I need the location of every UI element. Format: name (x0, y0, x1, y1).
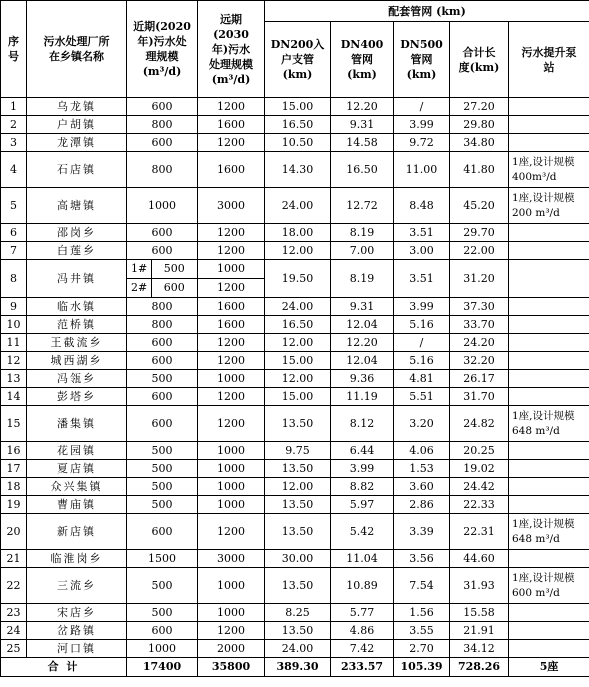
cell-pump (509, 460, 589, 478)
cell-near: 500 (127, 442, 198, 460)
cell-pump: 1座,设计规模 200 m³/d (509, 188, 589, 224)
cell-seq: 1 (1, 98, 27, 116)
cell-seq: 14 (1, 388, 27, 406)
near-split-label: 1# (127, 260, 151, 279)
cell-pump: 1座,设计规模 600 m³/d (509, 568, 589, 604)
table-row (1, 442, 589, 460)
cell-dn400: 12.20 (331, 98, 394, 116)
near-split-table (127, 260, 197, 297)
cell-dn500: 5.51 (394, 388, 450, 406)
cell-town: 新店镇 (27, 514, 127, 550)
cell-seq: 18 (1, 478, 27, 496)
table-row (1, 622, 589, 640)
cell-town: 河口镇 (27, 640, 127, 658)
cell-pump (509, 352, 589, 370)
cell-near: 600 (127, 334, 198, 352)
table-row (1, 316, 589, 334)
cell-near: 800 (127, 316, 198, 334)
col-header-far-capacity: 远期 (2030 年)污水 处理规模 (m³/d) (198, 1, 265, 98)
cell-dn200: 15.00 (265, 98, 331, 116)
cell-town: 冯井镇 (27, 260, 127, 298)
cell-dn500: 3.56 (394, 550, 450, 568)
cell-far: 1000 (198, 604, 265, 622)
cell-seq: 9 (1, 298, 27, 316)
cell-dn500: 9.72 (394, 134, 450, 152)
cell-pump (509, 496, 589, 514)
cell-dn500: 2.70 (394, 640, 450, 658)
cell-pump (509, 98, 589, 116)
cell-town: 彭塔乡 (27, 388, 127, 406)
cell-dn200: 15.00 (265, 388, 331, 406)
cell-dn200: 24.00 (265, 640, 331, 658)
cell-dn200: 13.50 (265, 460, 331, 478)
table-row (1, 478, 589, 496)
col-header-dn500: DN500 管网 (km) (394, 22, 450, 98)
cell-town: 曹庙镇 (27, 496, 127, 514)
cell-dn200: 13.50 (265, 406, 331, 442)
cell-town: 王截流乡 (27, 334, 127, 352)
cell-near: 600 (127, 388, 198, 406)
cell-near: 1000 (127, 640, 198, 658)
totals-dn500: 105.39 (394, 658, 450, 677)
cell-seq: 22 (1, 568, 27, 604)
cell-dn500: 7.54 (394, 568, 450, 604)
cell-far: 1000 (198, 442, 265, 460)
table-row (1, 98, 589, 116)
cell-town: 岔路镇 (27, 622, 127, 640)
cell-dn200: 30.00 (265, 550, 331, 568)
cell-pump (509, 298, 589, 316)
cell-dn400: 5.97 (331, 496, 394, 514)
cell-total-length: 33.70 (450, 316, 509, 334)
cell-seq: 5 (1, 188, 27, 224)
cell-near: 600 (127, 352, 198, 370)
cell-total-length: 27.20 (450, 98, 509, 116)
cell-total-length: 34.80 (450, 134, 509, 152)
cell-far: 1200 (198, 334, 265, 352)
totals-pump: 5座 (509, 658, 589, 677)
cell-far: 1600 (198, 316, 265, 334)
table-row (1, 116, 589, 134)
col-header-total-length: 合计长 度(km) (450, 22, 509, 98)
cell-near: 1500 (127, 550, 198, 568)
cell-far: 1200 (198, 224, 265, 242)
far-split-table (198, 260, 264, 297)
cell-dn400: 5.77 (331, 604, 394, 622)
cell-dn500: 5.16 (394, 352, 450, 370)
cell-total-length: 29.80 (450, 116, 509, 134)
cell-seq: 8 (1, 260, 27, 298)
table-body (1, 98, 589, 658)
cell-dn400: 12.20 (331, 334, 394, 352)
cell-near: 600 (127, 622, 198, 640)
cell-dn400: 7.00 (331, 242, 394, 260)
table-row (1, 496, 589, 514)
cell-dn200: 13.50 (265, 514, 331, 550)
cell-dn500: 3.51 (394, 224, 450, 242)
cell-pump (509, 134, 589, 152)
cell-near: 1000 (127, 188, 198, 224)
cell-town: 邵岗乡 (27, 224, 127, 242)
cell-far: 1200 (198, 622, 265, 640)
cell-dn500: 1.56 (394, 604, 450, 622)
totals-label: 合 计 (1, 658, 127, 677)
cell-town: 城西湖乡 (27, 352, 127, 370)
cell-total-length: 34.12 (450, 640, 509, 658)
cell-dn200: 24.00 (265, 298, 331, 316)
cell-far: 1200 (198, 388, 265, 406)
cell-dn200: 8.25 (265, 604, 331, 622)
cell-total-length: 21.91 (450, 622, 509, 640)
cell-total-length: 29.70 (450, 224, 509, 242)
cell-pump (509, 640, 589, 658)
cell-seq: 21 (1, 550, 27, 568)
totals-dn400: 233.57 (331, 658, 394, 677)
cell-dn400: 16.50 (331, 152, 394, 188)
table-row (1, 334, 589, 352)
cell-town: 户胡镇 (27, 116, 127, 134)
totals-dn200: 389.30 (265, 658, 331, 677)
cell-far: 1200 (198, 514, 265, 550)
cell-dn500: 3.55 (394, 622, 450, 640)
cell-seq: 24 (1, 622, 27, 640)
cell-pump: 1座,设计规模 648 m³/d (509, 406, 589, 442)
cell-dn200: 14.30 (265, 152, 331, 188)
cell-total-length: 24.20 (450, 334, 509, 352)
cell-seq: 23 (1, 604, 27, 622)
cell-near: 600 (127, 406, 198, 442)
cell-near: 500 (127, 568, 198, 604)
cell-seq: 6 (1, 224, 27, 242)
cell-far: 3000 (198, 550, 265, 568)
table-row (1, 370, 589, 388)
cell-far: 1200 (198, 242, 265, 260)
cell-near: 600 (127, 514, 198, 550)
cell-town: 白莲乡 (27, 242, 127, 260)
cell-seq: 19 (1, 496, 27, 514)
cell-pump (509, 334, 589, 352)
cell-pump (509, 370, 589, 388)
cell-seq: 7 (1, 242, 27, 260)
cell-town: 夏店镇 (27, 460, 127, 478)
table-row (1, 152, 589, 188)
cell-pump (509, 622, 589, 640)
cell-total-length: 24.82 (450, 406, 509, 442)
cell-dn500: 3.99 (394, 298, 450, 316)
table-row (1, 352, 589, 370)
near-split-value: 500 (163, 262, 185, 275)
cell-pump (509, 316, 589, 334)
cell-dn400: 12.04 (331, 316, 394, 334)
cell-dn200: 13.50 (265, 496, 331, 514)
cell-dn500: / (394, 98, 450, 116)
col-header-dn400: DN400 管网 (km) (331, 22, 394, 98)
totals-near: 17400 (127, 658, 198, 677)
col-header-pump-station: 污水提升泵 站 (509, 22, 589, 98)
cell-seq: 4 (1, 152, 27, 188)
cell-dn400: 4.86 (331, 622, 394, 640)
cell-total-length: 45.20 (450, 188, 509, 224)
cell-near: 500 (127, 496, 198, 514)
cell-total-length: 31.93 (450, 568, 509, 604)
cell-town: 冯瓴乡 (27, 370, 127, 388)
table-row (1, 640, 589, 658)
cell-dn500: 11.00 (394, 152, 450, 188)
table-row (1, 260, 589, 298)
cell-total-length: 19.02 (450, 460, 509, 478)
cell-seq: 20 (1, 514, 27, 550)
cell-far: 1200 (198, 406, 265, 442)
cell-pump (509, 224, 589, 242)
cell-dn400: 6.44 (331, 442, 394, 460)
table-row (1, 388, 589, 406)
cell-dn200: 18.00 (265, 224, 331, 242)
cell-near: 600 (127, 98, 198, 116)
table-row (1, 242, 589, 260)
table-row (1, 134, 589, 152)
cell-dn400: 12.04 (331, 352, 394, 370)
cell-town: 潘集镇 (27, 406, 127, 442)
far-split-value: 1200 (198, 279, 264, 298)
cell-dn200: 16.50 (265, 116, 331, 134)
cell-dn500: 3.00 (394, 242, 450, 260)
cell-near: 500 (127, 604, 198, 622)
cell-far: 1000 (198, 370, 265, 388)
cell-far: 1000 (198, 568, 265, 604)
table-row (1, 224, 589, 242)
cell-far-split (198, 260, 265, 298)
cell-dn200: 10.50 (265, 134, 331, 152)
cell-dn400: 14.58 (331, 134, 394, 152)
cell-dn400: 8.12 (331, 406, 394, 442)
col-header-dn200: DN200入 户支管 (km) (265, 22, 331, 98)
cell-seq: 16 (1, 442, 27, 460)
table-row (1, 406, 589, 442)
cell-town: 三流乡 (27, 568, 127, 604)
cell-dn400: 9.31 (331, 298, 394, 316)
header-row (1, 1, 589, 22)
cell-dn500: 4.06 (394, 442, 450, 460)
cell-town: 临水镇 (27, 298, 127, 316)
cell-dn200: 16.50 (265, 316, 331, 334)
cell-dn200: 12.00 (265, 478, 331, 496)
cell-far: 1200 (198, 98, 265, 116)
cell-total-length: 32.20 (450, 352, 509, 370)
cell-dn400: 8.82 (331, 478, 394, 496)
cell-far: 1600 (198, 116, 265, 134)
cell-pump: 1座,设计规模 648 m³/d (509, 514, 589, 550)
cell-dn400: 10.89 (331, 568, 394, 604)
cell-dn500: 4.81 (394, 370, 450, 388)
cell-far: 1600 (198, 152, 265, 188)
cell-total-length: 44.60 (450, 550, 509, 568)
cell-dn400: 11.19 (331, 388, 394, 406)
cell-dn200: 15.00 (265, 352, 331, 370)
cell-dn500: 5.16 (394, 316, 450, 334)
cell-town: 众兴集镇 (27, 478, 127, 496)
cell-dn400: 9.31 (331, 116, 394, 134)
cell-near: 500 (127, 478, 198, 496)
cell-total-length: 31.70 (450, 388, 509, 406)
cell-seq: 10 (1, 316, 27, 334)
cell-near: 500 (127, 460, 198, 478)
cell-pump (509, 442, 589, 460)
cell-seq: 25 (1, 640, 27, 658)
cell-total-length: 31.20 (450, 260, 509, 298)
cell-dn200: 24.00 (265, 188, 331, 224)
cell-pump (509, 260, 589, 298)
cell-pump (509, 550, 589, 568)
cell-seq: 13 (1, 370, 27, 388)
cell-pump: 1座,设计规模 400m³/d (509, 152, 589, 188)
cell-far: 1200 (198, 134, 265, 152)
cell-near: 800 (127, 116, 198, 134)
cell-dn400: 5.42 (331, 514, 394, 550)
cell-town: 花园镇 (27, 442, 127, 460)
cell-dn500: 1.53 (394, 460, 450, 478)
cell-town: 高塘镇 (27, 188, 127, 224)
cell-dn400: 3.99 (331, 460, 394, 478)
table-row (1, 514, 589, 550)
cell-seq: 11 (1, 334, 27, 352)
cell-dn400: 8.19 (331, 260, 394, 298)
cell-near: 800 (127, 298, 198, 316)
cell-town: 宋店乡 (27, 604, 127, 622)
cell-far: 3000 (198, 188, 265, 224)
cell-far: 1600 (198, 298, 265, 316)
table-row (1, 460, 589, 478)
cell-total-length: 24.42 (450, 478, 509, 496)
near-split-label: 2# (127, 279, 151, 298)
col-header-seq: 序 号 (1, 1, 27, 98)
cell-dn500: 3.51 (394, 260, 450, 298)
cell-dn500: 3.60 (394, 478, 450, 496)
cell-dn200: 12.00 (265, 370, 331, 388)
table-row (1, 568, 589, 604)
cell-pump (509, 116, 589, 134)
cell-town: 乌龙镇 (27, 98, 127, 116)
table-row (1, 604, 589, 622)
totals-length: 728.26 (450, 658, 509, 677)
cell-far: 2000 (198, 640, 265, 658)
cell-near: 800 (127, 152, 198, 188)
cell-dn400: 7.42 (331, 640, 394, 658)
cell-far: 1200 (198, 352, 265, 370)
cell-dn400: 12.72 (331, 188, 394, 224)
far-split-value: 1000 (217, 262, 245, 275)
cell-seq: 3 (1, 134, 27, 152)
cell-dn500: / (394, 334, 450, 352)
totals-row (1, 658, 589, 677)
cell-total-length: 15.58 (450, 604, 509, 622)
cell-total-length: 41.80 (450, 152, 509, 188)
cell-far: 1000 (198, 460, 265, 478)
cell-pump (509, 242, 589, 260)
near-split-value: 600 (151, 279, 197, 298)
col-header-network-group: 配套管网 (km) (265, 1, 589, 22)
cell-dn400: 9.36 (331, 370, 394, 388)
cell-dn500: 3.99 (394, 116, 450, 134)
cell-dn200: 9.75 (265, 442, 331, 460)
cell-near-split (127, 260, 198, 298)
table-row (1, 298, 589, 316)
cell-dn200: 13.50 (265, 622, 331, 640)
cell-far: 1000 (198, 496, 265, 514)
cell-seq: 12 (1, 352, 27, 370)
cell-pump (509, 604, 589, 622)
cell-dn500: 8.48 (394, 188, 450, 224)
cell-town: 临淮岗乡 (27, 550, 127, 568)
cell-dn500: 2.86 (394, 496, 450, 514)
cell-dn400: 11.04 (331, 550, 394, 568)
cell-near: 500 (127, 370, 198, 388)
cell-pump (509, 388, 589, 406)
cell-dn200: 12.00 (265, 334, 331, 352)
col-header-town: 污水处理厂所 在乡镇名称 (27, 1, 127, 98)
cell-town: 石店镇 (27, 152, 127, 188)
cell-seq: 15 (1, 406, 27, 442)
cell-dn200: 12.00 (265, 242, 331, 260)
cell-total-length: 22.00 (450, 242, 509, 260)
cell-seq: 17 (1, 460, 27, 478)
cell-dn500: 3.39 (394, 514, 450, 550)
totals-far: 35800 (198, 658, 265, 677)
cell-seq: 2 (1, 116, 27, 134)
cell-dn200: 13.50 (265, 568, 331, 604)
col-header-near-capacity: 近期(2020 年)污水处 理规模 (m³/d) (127, 1, 198, 98)
cell-pump (509, 478, 589, 496)
cell-total-length: 37.30 (450, 298, 509, 316)
cell-town: 范桥镇 (27, 316, 127, 334)
table-row (1, 550, 589, 568)
cell-near: 600 (127, 224, 198, 242)
cell-dn200: 19.50 (265, 260, 331, 298)
cell-total-length: 22.33 (450, 496, 509, 514)
cell-dn400: 8.19 (331, 224, 394, 242)
cell-near: 600 (127, 134, 198, 152)
table-row (1, 188, 589, 224)
cell-total-length: 20.25 (450, 442, 509, 460)
cell-far: 1000 (198, 478, 265, 496)
cell-total-length: 26.17 (450, 370, 509, 388)
cell-near: 600 (127, 242, 198, 260)
cell-town: 龙潭镇 (27, 134, 127, 152)
cell-total-length: 22.31 (450, 514, 509, 550)
cell-dn500: 3.20 (394, 406, 450, 442)
